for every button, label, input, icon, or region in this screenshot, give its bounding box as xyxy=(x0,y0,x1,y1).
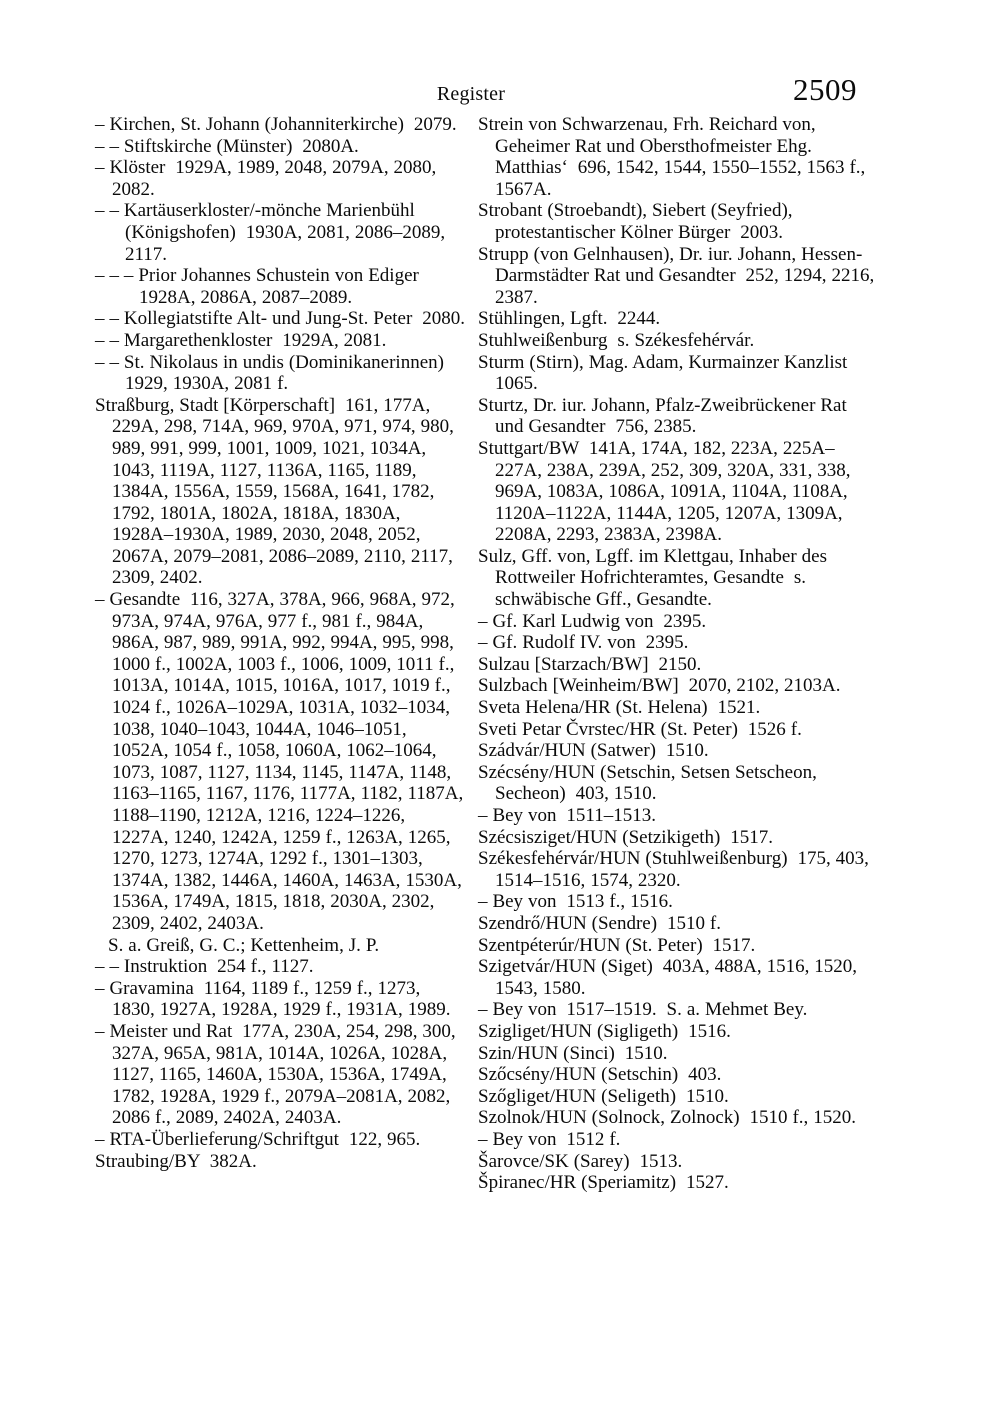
index-entry: Strein von Schwarzenau, Frh. Reichard von, Geheimer Rat und Obersthofmeister Ehg. Matthias‘ 696, 1542, 1544, 1550–1552, 1563 f., 1567A. xyxy=(478,114,871,200)
index-columns xyxy=(95,114,880,1194)
index-entry: – – St. Nikolaus in undis (Dominikanerinnen) 1929, 1930A, 2081 f. xyxy=(95,351,454,395)
index-column-left xyxy=(95,114,469,1194)
index-entry: Szécsény/HUN (Setschin, Setsen Setscheon, Secheon) 403, 1510. xyxy=(478,761,822,805)
index-entry: Szécsisziget/HUN (Setzikigeth) 1517. xyxy=(478,826,774,848)
index-entry: – Gesandte 116, 327A, 378A, 966, 968A, 972, 973A, 974A, 976A, 977 f., 981 f., 984A, 986A, 987, 989, 991A, 992, 994A, 995, 998, 1000 f., 1002A, 1003 f., 1006, 1009, 1011 f., 1013A, 1014A, 1015, 1016A, 1017, 1019 f., 1024 f., 1026A–1029A, 1031A, 1032–1034, 1038, 1040–1043, 1044A, 1046–1051, 1052A, 1054 f., 1058, 1060A, 1062–1064, 1073, 1087, 1127, 1134, 1145, 1147A, 1148, 1163–1165, 1167, 1176, 1177A, 1182, 1187A, 1188–1190, 1212A, 1216, 1224–1226, 1227A, 1240, 1242A, 1259 f., 1263A, 1265, 1270, 1273, 1274A, 1292 f., 1301–1303, 1374A, 1382, 1446A, 1460A, 1463A, 1530A, 1536A, 1749A, 1815, 1818, 2030A, 2302, 2309, 2402, 2403A. xyxy=(95,589,469,934)
index-entry: – – – Prior Johannes Schustein von Ediger 1928A, 2086A, 2087–2089. xyxy=(95,265,429,308)
page-number: 2509 xyxy=(793,72,857,107)
index-entry: – Bey von 1517–1519. S. a. Mehmet Bey. xyxy=(478,999,808,1021)
index-entry: Szendrő/HUN (Sendre) 1510 f. xyxy=(478,912,721,934)
index-entry: Sveta Helena/HR (St. Helena) 1521. xyxy=(478,697,761,719)
index-entry: S. a. Greiß, G. C.; Kettenheim, J. P. xyxy=(108,934,380,956)
index-entry: Strobant (Stroebandt), Siebert (Seyfried), protestantischer Kölner Bürger 2003. xyxy=(478,200,798,243)
index-entry: – Bey von 1511–1513. xyxy=(478,805,656,826)
index-column-right xyxy=(478,114,880,1194)
index-entry: – Gf. Karl Ludwig von 2395. xyxy=(478,610,707,632)
index-entry: Szádvár/HUN (Satwer) 1510. xyxy=(478,740,709,762)
index-entry: Straubing/BY 382A. xyxy=(95,1150,257,1172)
index-entry: – Bey von 1512 f. xyxy=(478,1128,621,1150)
index-entry: – Meister und Rat 177A, 230A, 254, 298, 300, 327A, 965A, 981A, 1014A, 1026A, 1028A, 1127, 1165, 1460A, 1530A, 1536A, 1749A, 1782, 1928A, 1929 f., 2079A–2081A, 2082, 2086 f., 2089, 2402A, 2403A. xyxy=(95,1020,461,1129)
index-entry: – Gf. Rudolf IV. von 2395. xyxy=(478,632,689,654)
index-entry: Szigliget/HUN (Sigligeth) 1516. xyxy=(478,1020,731,1042)
index-entry: Székesfehérvár/HUN (Stuhlweißenburg) 175, 403, 1514–1516, 1574, 2320. xyxy=(478,848,874,891)
index-entry: – – Instruktion 254 f., 1127. xyxy=(95,956,314,978)
index-entry: – – Margarethenkloster 1929A, 2081. xyxy=(95,329,387,351)
running-title: Register xyxy=(436,83,506,105)
index-entry: Sturm (Stirn), Mag. Adam, Kurmainzer Kanzlist 1065. xyxy=(478,351,858,395)
index-entry: – Kirchen, St. Johann (Johanniterkirche) 2079. xyxy=(95,114,457,135)
index-entry: – – Stiftskirche (Münster) 2080A. xyxy=(95,135,359,157)
index-entry: Sulzbach [Weinheim/BW] 2070, 2102, 2103A. xyxy=(478,675,841,697)
index-entry: Sulzau [Starzach/BW] 2150. xyxy=(478,653,702,675)
index-entry: Sulz, Gff. von, Lgff. im Klettgau, Inhaber des Rottweiler Hofrichteramtes, Gesandte s. schwäbische Gff., Gesandte. xyxy=(478,545,832,611)
index-entry: – – Kollegiatstifte Alt- und Jung-St. Peter 2080. xyxy=(95,308,465,330)
index-entry: Sveti Petar Čvrstec/HR (St. Peter) 1526 f. xyxy=(478,718,802,740)
index-entry: Szin/HUN (Sinci) 1510. xyxy=(478,1042,668,1064)
index-entry: Špiranec/HR (Speriamitz) 1527. xyxy=(478,1172,729,1194)
index-entry: Szőcsény/HUN (Setschin) 403. xyxy=(478,1064,722,1086)
index-entry: Sturtz, Dr. iur. Johann, Pfalz-Zweibrückener Rat und Gesandter 756, 2385. xyxy=(478,394,852,438)
index-entry: Stühlingen, Lgft. 2244. xyxy=(478,308,661,330)
index-entry: Stuttgart/BW 141A, 174A, 182, 223A, 225A–227A, 238A, 239A, 252, 309, 320A, 331, 338, 969A, 1083A, 1086A, 1091A, 1104A, 1108A, 1120A–1122A, 1144A, 1205, 1207A, 1309A, 2208A, 2293, 2383A, 2398A. xyxy=(478,437,856,546)
index-entry: Szőgliget/HUN (Seligeth) 1510. xyxy=(478,1085,729,1107)
index-entry: – Klöster 1929A, 1989, 2048, 2079A, 2080, 2082. xyxy=(95,157,442,200)
index-entry: Strupp (von Gelnhausen), Dr. iur. Johann, Hessen-Darmstädter Rat und Gesandter 252, 1294, 2216, 2387. xyxy=(478,243,880,308)
index-entry: – – Kartäuserkloster/-mönche Marienbühl (Königshofen) 1930A, 2081, 2086–2089, 2117. xyxy=(95,200,451,265)
index-entry: Šarovce/SK (Sarey) 1513. xyxy=(478,1150,683,1172)
index-entry: – Gravamina 1164, 1189 f., 1259 f., 1273, 1830, 1927A, 1928A, 1929 f., 1931A, 1989. xyxy=(95,977,451,1021)
index-entry: – RTA-Überlieferung/Schriftgut 122, 965. xyxy=(95,1128,421,1150)
index-entry: Straßburg, Stadt [Körperschaft] 161, 177A, 229A, 298, 714A, 969, 970A, 971, 974, 980, 989, 991, 999, 1001, 1009, 1021, 1034A, 1043, 1119A, 1127, 1136A, 1165, 1189, 1384A, 1556A, 1559, 1568A, 1641, 1782, 1792, 1801A, 1802A, 1818A, 1830A, 1928A–1930A, 1989, 2030, 2048, 2052, 2067A, 2079–2081, 2086–2089, 2110, 2117, 2309, 2402. xyxy=(95,394,459,589)
index-entry: Stuhlweißenburg s. Székesfehérvár. xyxy=(478,329,755,351)
index-entry: – Bey von 1513 f., 1516. xyxy=(478,891,673,913)
index-entry: Szigetvár/HUN (Siget) 403A, 488A, 1516, 1520, 1543, 1580. xyxy=(478,956,863,999)
index-entry: Szentpéterúr/HUN (St. Peter) 1517. xyxy=(478,934,756,956)
index-entry: Szolnok/HUN (Solnock, Zolnock) 1510 f., 1520. xyxy=(478,1107,856,1129)
